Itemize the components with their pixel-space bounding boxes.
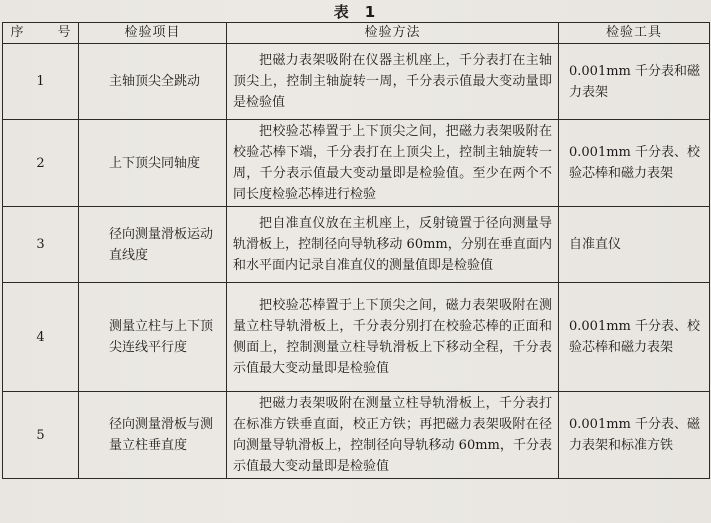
header-item: 检验项目 — [79, 23, 227, 44]
table-row — [3, 44, 710, 120]
header-no-a: 序 — [10, 25, 24, 40]
row-tool: 0.001mm 千分表和磁力表架 — [559, 44, 710, 120]
header-no — [3, 23, 79, 44]
row-no: 3 — [3, 207, 79, 283]
row-no: 4 — [3, 283, 79, 392]
row-tool: 0.001mm 千分表、校验芯棒和磁力表架 — [559, 120, 710, 207]
row-item: 主轴顶尖全跳动 — [79, 44, 227, 120]
table-title — [0, 2, 711, 22]
row-tool: 0.001mm 千分表、校验芯棒和磁力表架 — [559, 283, 710, 392]
row-tool: 0.001mm 千分表、磁力表架和标准方铁 — [559, 392, 710, 479]
row-method: 把校验芯棒置于上下顶尖之间，把磁力表架吸附在校验芯棒下端，千分表打在上顶尖上，控制主轴旋转一周，千分表示值最大变动量即是检验值。至少在两个不同长度检验芯棒进行检验 — [227, 120, 559, 207]
row-no: 2 — [3, 120, 79, 207]
table-row — [3, 283, 710, 392]
row-item: 测量立柱与上下顶尖连线平行度 — [79, 283, 227, 392]
row-no: 5 — [3, 392, 79, 479]
header-method: 检验方法 — [227, 23, 559, 44]
header-no-b: 号 — [57, 25, 71, 40]
inspection-table — [2, 22, 710, 479]
table-title-number: 1 — [364, 3, 378, 21]
table-row — [3, 120, 710, 207]
table-row — [3, 392, 710, 479]
row-tool: 自准直仪 — [559, 207, 710, 283]
table-row — [3, 207, 710, 283]
header-tool: 检验工具 — [559, 23, 710, 44]
table-title-label: 表 — [333, 3, 351, 21]
row-method: 把磁力表架吸附在仪器主机座上，千分表打在主轴顶尖上，控制主轴旋转一周，千分表示值最大变动量即是检验值 — [227, 44, 559, 120]
row-item: 上下顶尖同轴度 — [79, 120, 227, 207]
row-method: 把校验芯棒置于上下顶尖之间，磁力表架吸附在测量立柱导轨滑板上，千分表分别打在校验芯棒的正面和侧面上，控制测量立柱导轨滑板上下移动全程，千分表示值最大变动量即是检验值 — [227, 283, 559, 392]
row-method: 把磁力表架吸附在测量立柱导轨滑板上，千分表打在标准方铁垂直面，校正方铁；再把磁力表架吸附在径向测量导轨滑板上，控制径向导轨移动 60mm，千分表示值最大变动量即是检验值 — [227, 392, 559, 479]
row-method: 把自准直仪放在主机座上，反射镜置于径向测量导轨滑板上，控制径向导轨移动 60mm，分别在垂直面内和水平面内记录自准直仪的测量值即是检验值 — [227, 207, 559, 283]
row-item: 径向测量滑板运动直线度 — [79, 207, 227, 283]
table-header-row — [3, 23, 710, 44]
row-no: 1 — [3, 44, 79, 120]
row-item: 径向测量滑板与测量立柱垂直度 — [79, 392, 227, 479]
